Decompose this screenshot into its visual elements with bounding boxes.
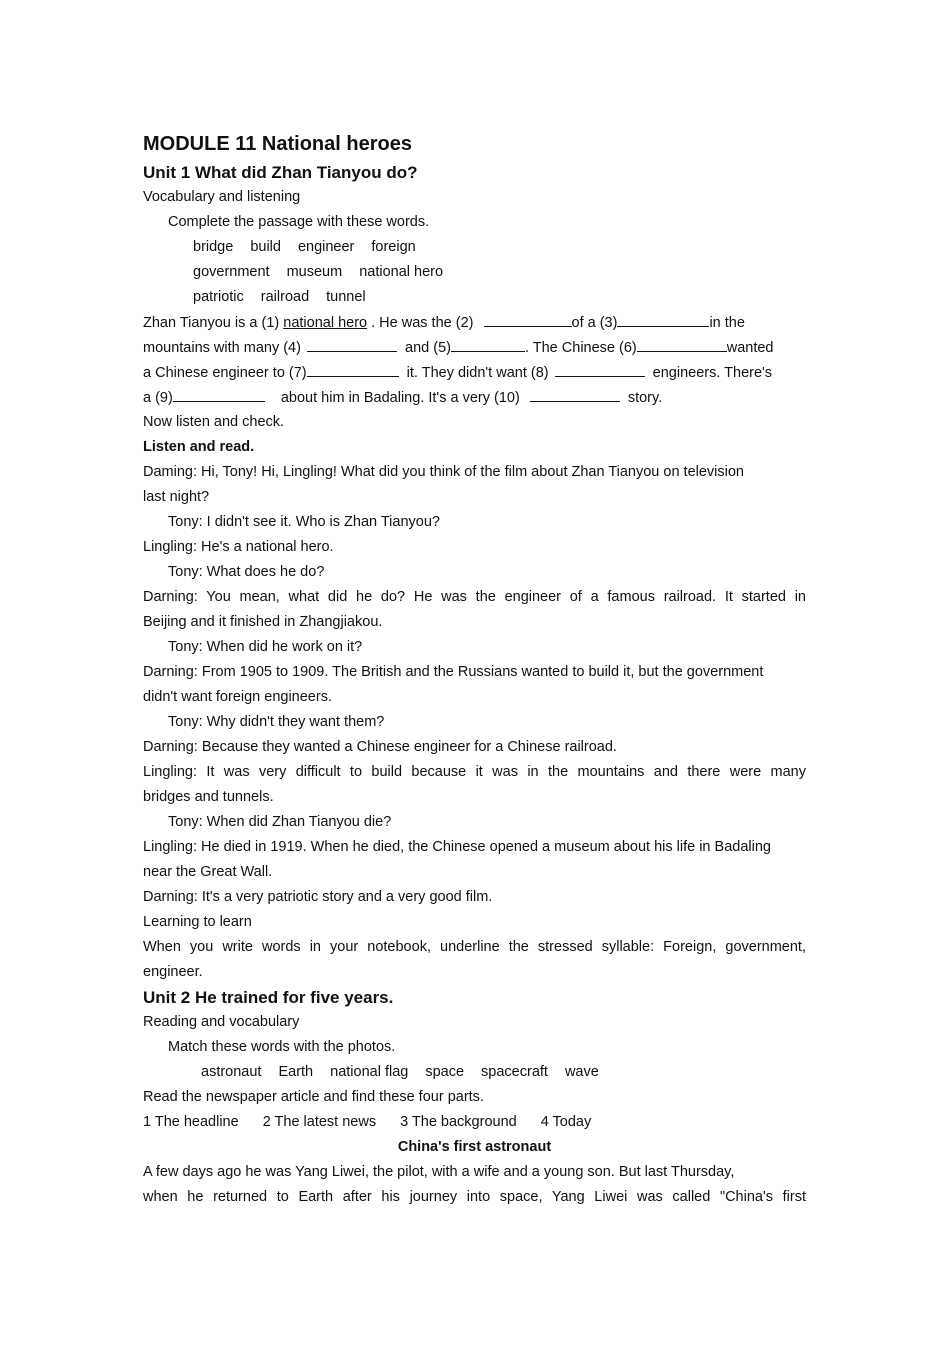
- word-bank-item: museum: [286, 264, 343, 280]
- listen-read-heading: Listen and read.: [143, 439, 255, 455]
- word-bank-item: space: [425, 1064, 465, 1080]
- dialogue-line: Darning: From 1905 to 1909. The British and the Russians wanted to build it, but the government: [143, 664, 764, 680]
- dialogue-line: didn't want foreign engineers.: [143, 689, 332, 705]
- blank-5[interactable]: [451, 335, 525, 352]
- word-bank-item: Earth: [278, 1064, 314, 1080]
- dialogue-line: Darning: You mean, what did he do? He was the engineer of a famous railroad. It started in: [143, 589, 806, 605]
- word-bank-item: wave: [564, 1064, 599, 1080]
- unit1-section-vocabulary: Vocabulary and listening: [143, 189, 301, 205]
- article-part: 1 The headline: [143, 1114, 239, 1130]
- read-article-instruction: Read the newspaper article and find these four parts.: [143, 1089, 484, 1105]
- dialogue-line: Darning: Because they wanted a Chinese engineer for a Chinese railroad.: [143, 739, 617, 755]
- dialogue-line: Tony: What does he do?: [168, 564, 325, 580]
- article-part: 3 The background: [400, 1114, 517, 1130]
- dialogue-line: last night?: [143, 489, 210, 505]
- word-bank-item: astronaut: [201, 1064, 262, 1080]
- blank-10[interactable]: [530, 385, 620, 402]
- passage-line-2: mountains with many (4) and (5) . The Chinese (6) wanted: [143, 335, 806, 360]
- word-bank-row-2: [143, 260, 806, 285]
- article-line: when he returned to Earth after his journey into space, Yang Liwei was called "China's first: [143, 1189, 806, 1205]
- word-bank-row-3: [143, 285, 806, 310]
- answer-1-filled: national hero: [283, 315, 368, 331]
- article-part: 2 The latest news: [262, 1114, 377, 1130]
- document-page: [143, 128, 806, 1210]
- unit1-instruction: Complete the passage with these words.: [168, 214, 430, 230]
- unit2-title: Unit 2 He trained for five years.: [143, 988, 394, 1007]
- dialogue-line: bridges and tunnels.: [143, 789, 274, 805]
- listen-check-instruction: Now listen and check.: [143, 414, 285, 430]
- unit2-section-reading: Reading and vocabulary: [143, 1014, 300, 1030]
- passage-line-3: a Chinese engineer to (7) it. They didn't want (8) engineers. There's: [143, 360, 806, 385]
- word-bank-item: foreign: [371, 239, 416, 255]
- word-bank-item: spacecraft: [481, 1064, 548, 1080]
- dialogue-line: Lingling: It was very difficult to build because it was in the mountains and there were many: [143, 764, 806, 780]
- passage-line-4: a (9) about him in Badaling. It's a very (10) story.: [143, 385, 806, 410]
- article-line: A few days ago he was Yang Liwei, the pilot, with a wife and a young son. But last Thursday,: [143, 1164, 735, 1180]
- learning-to-learn-heading: Learning to learn: [143, 914, 252, 930]
- passage-line-1: Zhan Tianyou is a (1) national hero . He was the (2) of a (3) in the: [143, 310, 806, 335]
- article-parts-list: [143, 1110, 806, 1135]
- dialogue-line: Lingling: He's a national hero.: [143, 539, 334, 555]
- dialogue-line: Lingling: He died in 1919. When he died, the Chinese opened a museum about his life in Badaling: [143, 839, 771, 855]
- dialogue-line: Daming: Hi, Tony! Hi, Lingling! What did you think of the film about Zhan Tianyou on television: [143, 464, 744, 480]
- blank-8[interactable]: [555, 360, 645, 377]
- word-bank-item: railroad: [260, 289, 310, 305]
- word-bank-item: national hero: [359, 264, 444, 280]
- blank-4[interactable]: [307, 335, 397, 352]
- word-bank-item: national flag: [330, 1064, 409, 1080]
- blank-9[interactable]: [173, 385, 265, 402]
- word-bank-item: tunnel: [326, 289, 366, 305]
- article-headline: China's first astronaut: [397, 1139, 552, 1155]
- dialogue-line: Tony: I didn't see it. Who is Zhan Tianyou?: [168, 514, 440, 530]
- unit2-word-bank: [143, 1060, 806, 1085]
- module-title: MODULE 11 National heroes: [143, 133, 412, 155]
- unit2-instruction: Match these words with the photos.: [168, 1039, 396, 1055]
- word-bank-item: bridge: [193, 239, 234, 255]
- word-bank-item: build: [250, 239, 281, 255]
- learning-tip-line: When you write words in your notebook, underline the stressed syllable: Foreign, government,: [143, 939, 806, 955]
- learning-tip-line: engineer.: [143, 964, 203, 980]
- word-bank-row-1: [143, 235, 806, 260]
- blank-3[interactable]: [617, 310, 709, 327]
- unit1-title: Unit 1 What did Zhan Tianyou do?: [143, 163, 418, 182]
- dialogue-line: Tony: Why didn't they want them?: [168, 714, 385, 730]
- word-bank-item: government: [193, 264, 270, 280]
- dialogue-line: Darning: It's a very patriotic story and a very good film.: [143, 889, 493, 905]
- article-part: 4 Today: [540, 1114, 592, 1130]
- blank-7[interactable]: [307, 360, 399, 377]
- word-bank-item: engineer: [297, 239, 355, 255]
- blank-2[interactable]: [484, 310, 572, 327]
- dialogue-line: Beijing and it finished in Zhangjiakou.: [143, 614, 383, 630]
- dialogue-line: near the Great Wall.: [143, 864, 273, 880]
- dialogue-line: Tony: When did Zhan Tianyou die?: [168, 814, 392, 830]
- blank-6[interactable]: [637, 335, 727, 352]
- dialogue-line: Tony: When did he work on it?: [168, 639, 363, 655]
- word-bank-item: patriotic: [193, 289, 244, 305]
